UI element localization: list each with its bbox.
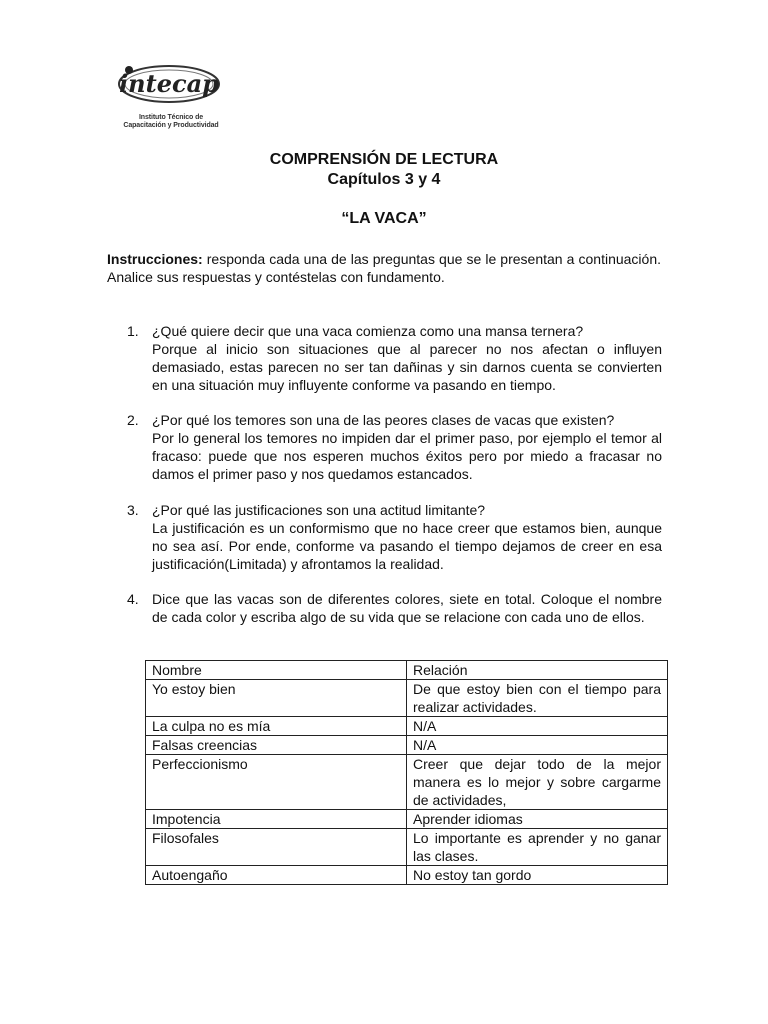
table-row [146,680,668,717]
column-header-nombre: Nombre [146,661,407,680]
instructions-label: Instrucciones: [107,251,203,267]
table-row [146,829,668,866]
question-text: ¿Por qué las justificaciones son una actitud limitante? [152,502,486,518]
table-row [146,736,668,755]
page-title: COMPRENSIÓN DE LECTURA [269,151,499,168]
question-number: 1. [127,323,139,339]
question-number: 3. [127,502,139,518]
question-text: ¿Qué quiere decir que una vaca comienza como una mansa ternera? [152,323,584,339]
answer-text: Por lo general los temores no impiden dar el primer paso, por ejemplo el temor al fracaso: puede que nos esperen muchos éxitos pero por miedo a fracasar no damos el primer paso y nos quedamos estancados. [152,430,662,482]
row-name: Autoengaño [146,866,407,885]
question-3 [127,501,662,573]
row-name: Impotencia [146,810,407,829]
question-2 [127,411,662,483]
table-row [146,810,668,829]
row-relation: Aprender idiomas [407,810,668,829]
row-name: Yo estoy bien [146,680,407,717]
book-title: “LA VACA” [341,210,427,227]
question-4 [127,590,662,626]
row-name: Perfeccionismo [146,755,407,810]
row-relation: N/A [407,736,668,755]
row-name: Falsas creencias [146,736,407,755]
instructions [107,250,661,286]
answer-text: La justificación es un conformismo que no hace creer que estamos bien, aunque no sea así. Por ende, conforme va pasando el tiempo dejamos de creer en esa justificación(Limitada) y afrontamos la realidad. [152,520,662,572]
table-header-row [146,661,668,680]
row-relation: Lo importante es aprender y no ganar las clases. [407,829,668,866]
row-relation: De que estoy bien con el tiempo para realizar actividades. [407,680,668,717]
row-relation: Creer que dejar todo de la mejor manera es lo mejor y sobre cargarme de actividades, [407,755,668,810]
row-relation: N/A [407,717,668,736]
table-row [146,717,668,736]
table-row [146,866,668,885]
question-number: 2. [127,412,139,428]
colors-table [145,660,668,885]
row-name: La culpa no es mía [146,717,407,736]
logo-subtitle-line2: Capacitación y Productividad [123,122,219,129]
page-subtitle: Capítulos 3 y 4 [327,171,441,188]
intecap-logo [112,60,222,138]
column-header-relacion: Relación [407,661,668,680]
row-name: Filosofales [146,829,407,866]
table-row [146,755,668,810]
instructions-text: responda cada una de las preguntas que se le presentan a continuación. Analice sus respuestas y contéstelas con fundamento. [107,251,661,285]
logo-wordmark: intecap [119,69,219,98]
logo-subtitle-line1: Instituto Técnico de [138,114,204,121]
intecap-logo-mark [116,60,222,106]
question-text: Dice que las vacas son de diferentes colores, siete en total. Coloque el nombre de cada color y escriba algo de su vida que se relacione con cada uno de ellos. [152,591,662,625]
question-text: ¿Por qué los temores son una de las peores clases de vacas que existen? [152,412,615,428]
question-1 [127,322,662,394]
answer-text: Porque al inicio son situaciones que al parecer no nos afectan o influyen demasiado, estas parecen no ser tan dañinas y sin darnos cuenta se convierten en una situación muy influyente conforme va pasando en tiempo. [152,341,662,393]
question-number: 4. [127,591,139,607]
row-relation: No estoy tan gordo [407,866,668,885]
